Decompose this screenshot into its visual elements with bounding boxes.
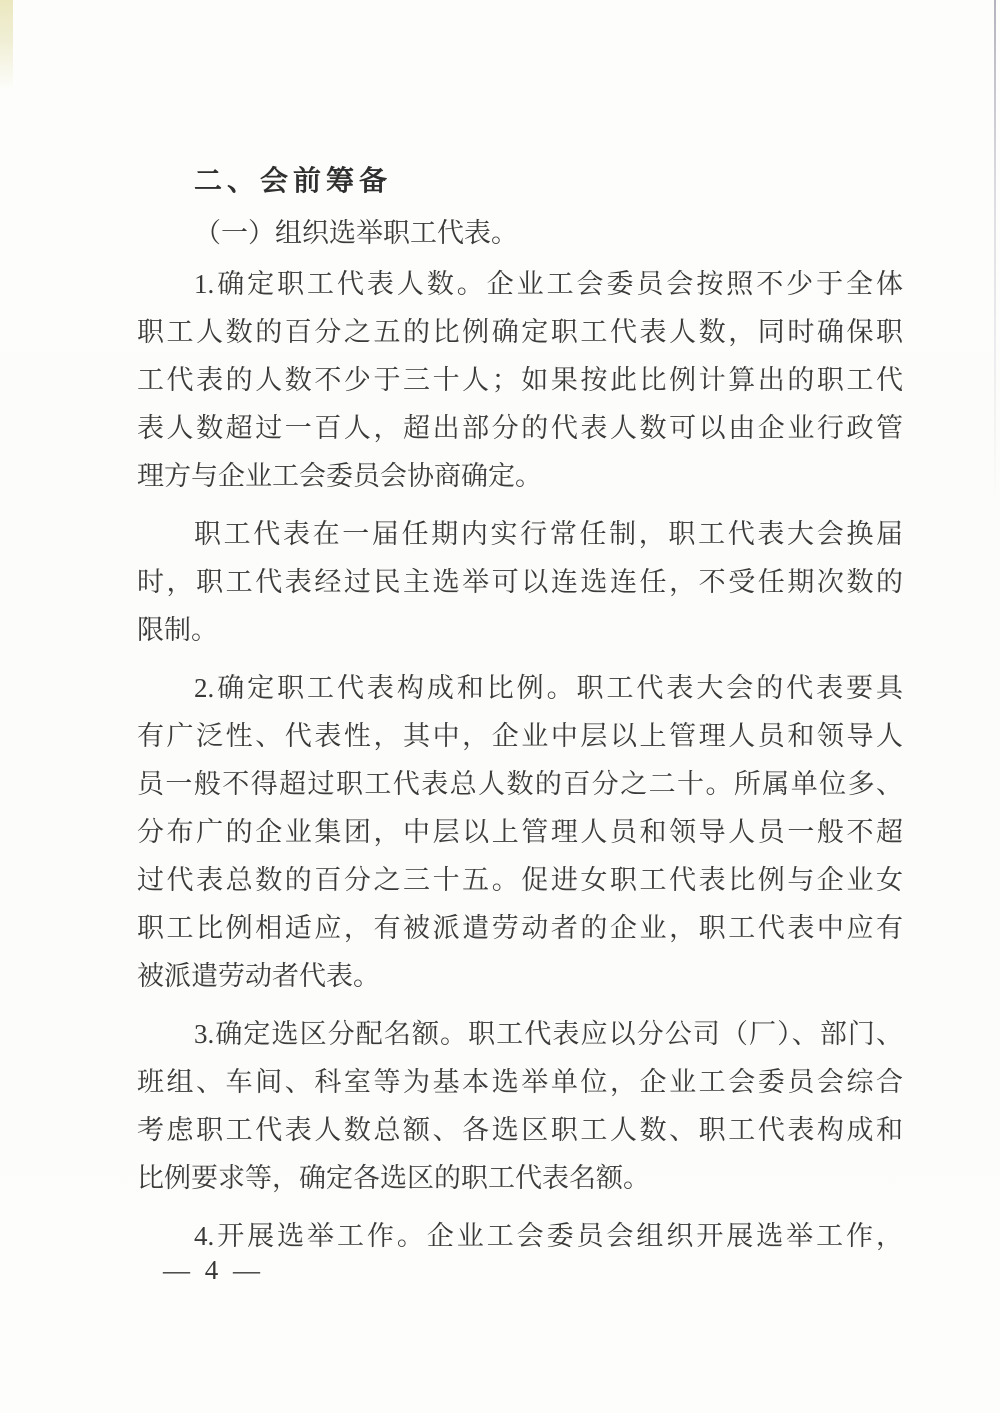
text-line: 考虑职工代表人数总额、各选区职工人数、职工代表构成和 (137, 1115, 903, 1145)
section-heading (137, 158, 903, 206)
text-line: 理方与企业工会委员会协商确定。 (137, 461, 542, 491)
text-line: 比例要求等，确定各选区的职工代表名额。 (137, 1163, 650, 1193)
text-line: （一）组织选举职工代表。 (194, 218, 518, 248)
text-line: 分布广的企业集团，中层以上管理人员和领导人员一般不超 (137, 817, 903, 847)
text-line: 被派遣劳动者代表。 (137, 961, 380, 991)
text-line: 职工人数的百分之五的比例确定职工代表人数，同时确保职 (137, 317, 903, 347)
text-line: 表人数超过一百人，超出部分的代表人数可以由企业行政管 (137, 413, 903, 443)
text-line: 员一般不得超过职工代表总人数的百分之二十。所属单位多、 (137, 769, 903, 799)
text-line: 有广泛性、代表性，其中，企业中层以上管理人员和领导人 (137, 721, 903, 751)
paragraph (137, 260, 903, 500)
paragraph (137, 664, 903, 1000)
paragraph (137, 1010, 903, 1202)
scan-artifact-corner-tint (0, 0, 13, 90)
document-body (137, 158, 903, 1270)
scan-artifact-right-edge-line (994, 0, 996, 510)
text-line: 3.确定选区分配名额。职工代表应以分公司（厂）、部门、 (194, 1019, 903, 1049)
text-line: 时，职工代表经过民主选举可以连选连任，不受任期次数的 (137, 567, 903, 597)
text-line: 职工代表在一届任期内实行常任制，职工代表大会换届 (194, 519, 903, 549)
text-line: 4.开展选举工作。企业工会委员会组织开展选举工作， (194, 1221, 903, 1251)
text-line: 过代表总数的百分之三十五。促进女职工代表比例与企业女 (137, 865, 903, 895)
text-line: 职工比例相适应，有被派遣劳动者的企业，职工代表中应有 (137, 913, 903, 943)
text-line: 二、会前筹备 (194, 166, 393, 197)
text-line: 1.确定职工代表人数。企业工会委员会按照不少于全体 (194, 269, 903, 299)
paragraph (137, 510, 903, 654)
section-subheading (137, 209, 903, 257)
page-number: — 4 — (163, 1255, 264, 1285)
text-line: 2.确定职工代表构成和比例。职工代表大会的代表要具 (194, 673, 903, 703)
text-line: 限制。 (137, 615, 218, 645)
text-line: 班组、车间、科室等为基本选举单位，企业工会委员会综合 (137, 1067, 903, 1097)
text-line: 工代表的人数不少于三十人；如果按此比例计算出的职工代 (137, 365, 903, 395)
